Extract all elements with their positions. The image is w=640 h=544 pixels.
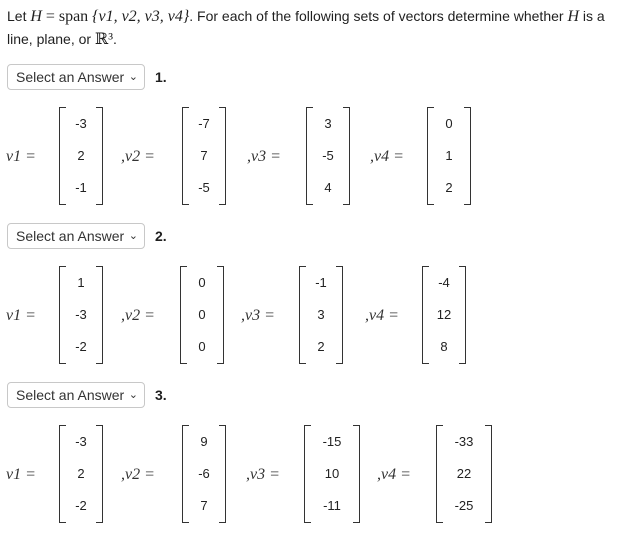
vector-matrix [182, 107, 226, 205]
matrix-entry: -11 [323, 498, 341, 513]
vector-label: ,v3 = [247, 148, 281, 165]
question-prompt [7, 5, 633, 51]
matrix-entry: -2 [75, 339, 87, 354]
matrix-entry: -33 [454, 434, 474, 449]
vector-label: ,v4 = [370, 148, 404, 165]
matrix-entry: 4 [324, 180, 332, 195]
matrix-entry: 10 [324, 466, 340, 481]
matrix-entry: 1 [77, 275, 85, 290]
prompt-rest2: is a line, plane, or [7, 8, 605, 47]
matrix-entry: 2 [317, 339, 325, 354]
prompt-eq: = span [45, 8, 89, 25]
answer-select-3-value: Select an Answer [16, 387, 125, 403]
vector-label: v1 = [6, 466, 36, 483]
matrix-entry: 0 [198, 275, 206, 290]
matrix-entry: 2 [445, 180, 453, 195]
matrix-entry: 7 [200, 498, 208, 513]
vector-matrix [427, 107, 471, 205]
vector-matrix [59, 107, 103, 205]
vector-matrix [180, 266, 224, 364]
matrix-entry: 1 [445, 148, 453, 163]
vector-matrix [59, 425, 103, 523]
matrix-entry: -3 [75, 434, 87, 449]
matrix-entry: 0 [198, 307, 206, 322]
vector-matrix [422, 266, 466, 364]
prompt-set: {v1, v2, v3, v4} [92, 8, 190, 25]
vector-matrix [59, 266, 103, 364]
vector-matrix [306, 107, 350, 205]
prompt-h: H [30, 8, 42, 25]
matrix-entry: 3 [317, 307, 325, 322]
matrix-entry: -4 [438, 275, 450, 290]
vector-label: ,v3 = [246, 466, 280, 483]
matrix-entry: -5 [198, 180, 210, 195]
chevron-down-icon: ⌄ [128, 389, 138, 401]
vector-matrix [299, 266, 343, 364]
vector-matrix [304, 425, 360, 523]
matrix-entry: 8 [440, 339, 448, 354]
matrix-entry: -7 [198, 116, 210, 131]
chevron-down-icon: ⌄ [128, 230, 138, 242]
matrix-entry: 22 [456, 466, 472, 481]
matrix-entry: -1 [75, 180, 87, 195]
matrix-entry: -3 [75, 307, 87, 322]
prompt-h2: H [567, 8, 580, 25]
answer-select-3[interactable] [7, 382, 145, 408]
vector-label: ,v3 = [241, 307, 275, 324]
problem-number-3: 3. [155, 387, 167, 403]
vector-label: ,v2 = [121, 307, 155, 324]
vector-matrix [182, 425, 226, 523]
vector-label: ,v2 = [121, 148, 155, 165]
vector-label: v1 = [6, 307, 36, 324]
prompt-rest: . For each of the following sets of vectors determine whether [189, 8, 564, 24]
matrix-entry: 0 [445, 116, 453, 131]
prompt-r3: ℝ³ [94, 31, 114, 48]
vector-label: v1 = [6, 148, 36, 165]
problem-number-2: 2. [155, 228, 167, 244]
matrix-entry: -6 [198, 466, 210, 481]
matrix-entry: -15 [322, 434, 342, 449]
matrix-entry: 2 [77, 148, 85, 163]
answer-select-2-value: Select an Answer [16, 228, 125, 244]
answer-select-1[interactable] [7, 64, 145, 90]
matrix-entry: 3 [324, 116, 332, 131]
prompt-end: . [113, 31, 117, 47]
answer-select-2[interactable] [7, 223, 145, 249]
matrix-entry: 12 [436, 307, 452, 322]
vector-matrix [436, 425, 492, 523]
answer-select-1-value: Select an Answer [16, 69, 125, 85]
matrix-entry: -3 [75, 116, 87, 131]
problem-number-1: 1. [155, 69, 167, 85]
matrix-entry: 0 [198, 339, 206, 354]
matrix-entry: 2 [77, 466, 85, 481]
matrix-entry: -2 [75, 498, 87, 513]
matrix-entry: 7 [200, 148, 208, 163]
vector-label: ,v2 = [121, 466, 155, 483]
vector-label: ,v4 = [377, 466, 411, 483]
matrix-entry: -1 [315, 275, 327, 290]
matrix-entry: -25 [454, 498, 474, 513]
matrix-entry: -5 [322, 148, 334, 163]
chevron-down-icon: ⌄ [128, 71, 138, 83]
vector-label: ,v4 = [365, 307, 399, 324]
prompt-let: Let [7, 8, 27, 24]
matrix-entry: 9 [200, 434, 208, 449]
